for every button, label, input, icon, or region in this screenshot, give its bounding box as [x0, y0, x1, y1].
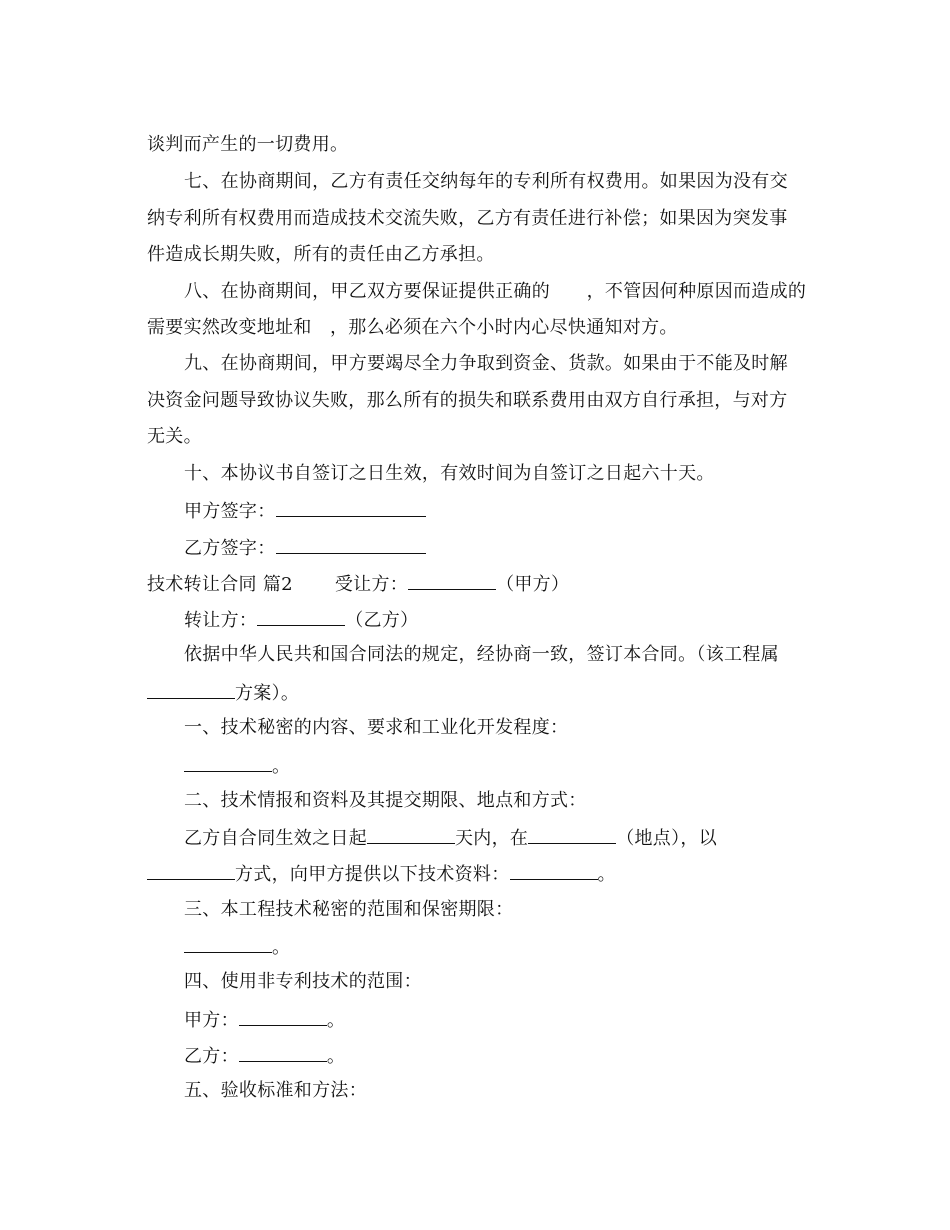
period: 。 [326, 1010, 346, 1031]
party-b-line [184, 1043, 345, 1069]
clause-9-line-2: 决资金问题导致协议失败，那么所有的损失和联系费用由双方自行承担，与对方 [147, 390, 788, 411]
party-a-blank[interactable] [239, 1007, 327, 1026]
sign-b-blank[interactable] [276, 535, 426, 554]
party-a-label: 甲方： [184, 1010, 239, 1031]
sign-a-line [184, 498, 426, 524]
project-blank[interactable] [147, 680, 235, 699]
sign-a-blank[interactable] [276, 498, 426, 517]
clause-2-text-b: 天内，在 [455, 828, 529, 849]
intro-line-1: 依据中华人民共和国合同法的规定，经协商一致，签订本合同。（该工程属 [184, 644, 779, 665]
assignor-suffix: （乙方） [345, 610, 419, 631]
paragraph-line: 谈判而产生的一切费用。 [147, 134, 349, 155]
clause-4: 四、使用非专利技术的范围： [184, 971, 422, 992]
clause-3-blank[interactable] [184, 934, 272, 953]
clause-8-line-1: 八、在协商期间，甲乙双方要保证提供正确的 ，不管因何种原因而造成的 [184, 281, 807, 302]
clause-3: 三、本工程技术秘密的范围和保密期限： [184, 899, 514, 920]
party-b-label: 乙方： [184, 1046, 239, 1067]
clause-9-line-1: 九、在协商期间，甲方要竭尽全力争取到资金、货款。如果由于不能及时解 [184, 353, 788, 374]
intro-line-2 [147, 680, 299, 706]
assignor-label: 转让方： [184, 610, 258, 631]
clause-3-answer [184, 934, 290, 960]
clause-8-line-2: 需要实然改变地址和 ，那么必须在六个小时内心尽快通知对方。 [147, 317, 678, 338]
clause-1-answer [184, 753, 290, 779]
period: 。 [272, 756, 291, 777]
clause-2-text-c: （地点），以 [616, 828, 718, 849]
party-b-blank[interactable] [239, 1043, 327, 1062]
materials-blank[interactable] [510, 861, 598, 880]
clause-2-text-d: 方式，向甲方提供以下技术资料： [235, 864, 510, 885]
section-title-line [147, 571, 569, 597]
assignee-label: 受让方： [334, 574, 409, 595]
assignor-blank[interactable] [257, 607, 345, 626]
period: 。 [597, 864, 616, 885]
clause-7-line-3: 件造成长期失败，所有的责任由乙方承担。 [147, 244, 495, 265]
assignor-line [184, 607, 418, 633]
location-blank[interactable] [528, 825, 616, 844]
clause-2: 二、技术情报和资料及其提交期限、地点和方式： [184, 790, 587, 811]
section-title: 技术转让合同 篇2 [147, 574, 293, 595]
sign-a-label: 甲方签字： [184, 501, 276, 522]
clause-2-line-1 [184, 825, 717, 851]
assignee-suffix: （甲方） [496, 574, 570, 595]
days-blank[interactable] [367, 825, 455, 844]
period: 。 [326, 1046, 346, 1067]
sign-b-line [184, 535, 426, 561]
clause-1-blank[interactable] [184, 753, 272, 772]
clause-10-line: 十、本协议书自签订之日生效，有效时间为自签订之日起六十天。 [184, 463, 715, 484]
clause-9-line-3: 无关。 [147, 426, 202, 447]
clause-1: 一、技术秘密的内容、要求和工业化开发程度： [184, 717, 569, 738]
clause-5: 五、验收标准和方法： [184, 1080, 367, 1101]
clause-7-line-2: 纳专利所有权费用而造成技术交流失败，乙方有责任进行补偿；如果因为突发事 [147, 208, 788, 229]
clause-7-line-1: 七、在协商期间，乙方有责任交纳每年的专利所有权费用。如果因为没有交 [184, 171, 788, 192]
sign-b-label: 乙方签字： [184, 538, 276, 559]
party-a-line [184, 1007, 345, 1033]
clause-2-text-a: 乙方自合同生效之日起 [184, 828, 367, 849]
intro-suffix: 方案）。 [235, 683, 300, 704]
clause-2-line-2 [147, 861, 616, 887]
assignee-blank[interactable] [408, 571, 496, 590]
method-blank[interactable] [147, 861, 235, 880]
period: 。 [272, 937, 291, 958]
